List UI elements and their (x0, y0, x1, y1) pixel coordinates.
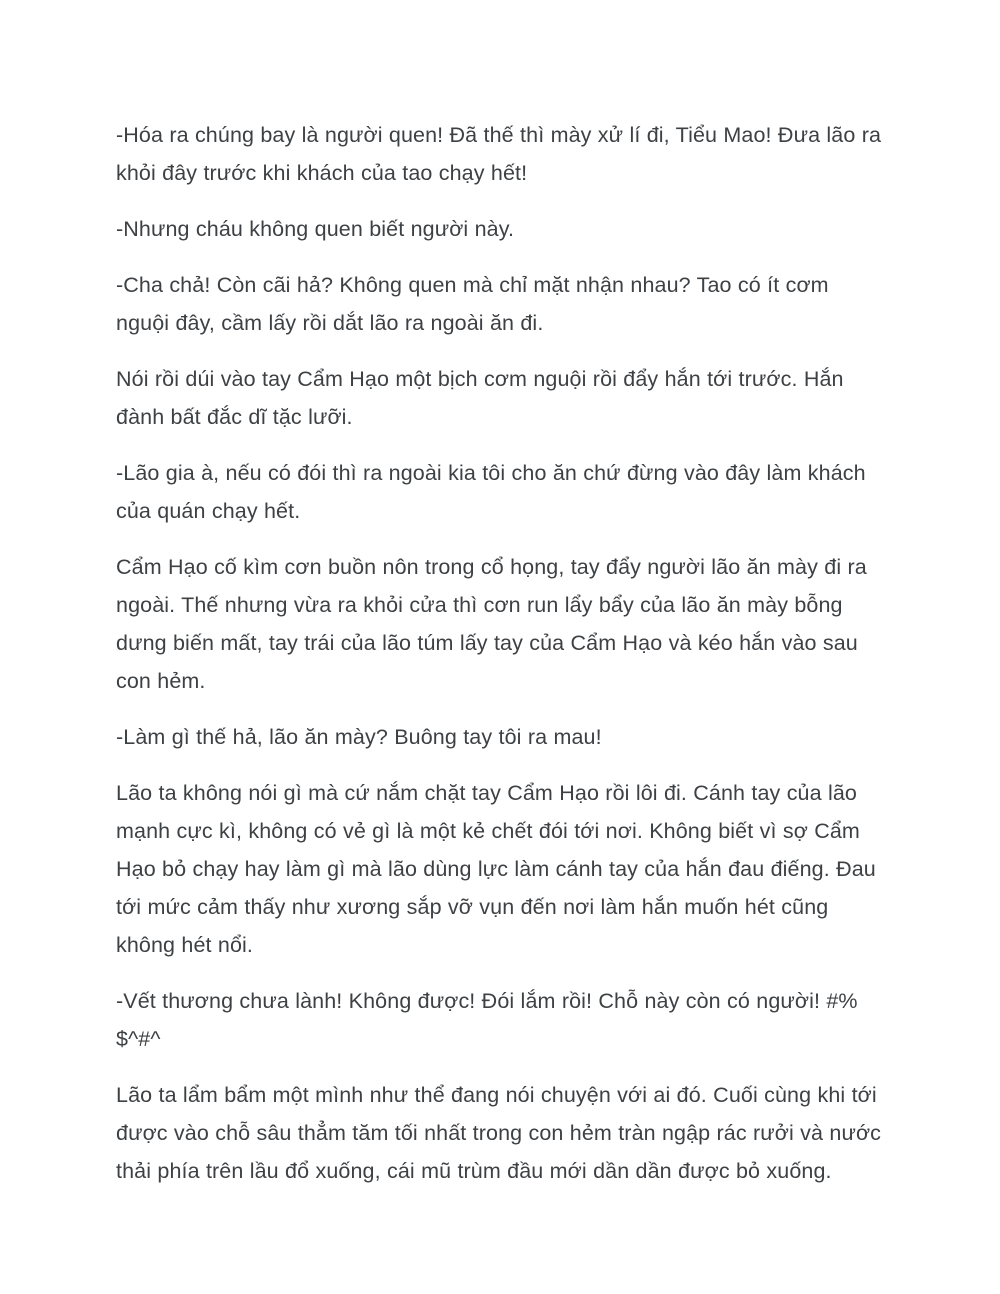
paragraph-9: -Vết thương chưa lành! Không được! Đói lắm rồi! Chỗ này còn có người! #% $^#^ (116, 989, 858, 1051)
paragraph-1: -Hóa ra chúng bay là người quen! Đã thế thì mày xử lí đi, Tiểu Mao! Đưa lão ra khỏi đây trước khi khách của tao chạy hết! (116, 123, 882, 185)
paragraph-7: -Làm gì thế hả, lão ăn mày? Buông tay tôi ra mau! (116, 725, 602, 749)
paragraph-4: Nói rồi dúi vào tay Cẩm Hạo một bịch cơm nguội rồi đẩy hắn tới trước. Hắn đành bất đắc dĩ tặc lưỡi. (116, 367, 844, 429)
paragraph-6: Cẩm Hạo cố kìm cơn buồn nôn trong cổ họng, tay đẩy người lão ăn mày đi ra ngoài. Thế nhưng vừa ra khỏi cửa thì cơn run lẩy bẩy của lão ăn mày bỗng dưng biến mất, tay trái của lão túm lấy tay của Cẩm Hạo và kéo hắn vào sau con hẻm. (116, 555, 867, 693)
paragraph-10: Lão ta lẩm bẩm một mình như thể đang nói chuyện với ai đó. Cuối cùng khi tới được vào chỗ sâu thẳm tăm tối nhất trong con hẻm tràn ngập rác rưởi và nước thải phía trên lầu đổ xuống, cái mũ trùm đầu mới dần dần được bỏ xuống. (116, 1083, 882, 1183)
paragraph-2: -Nhưng cháu không quen biết người này. (116, 217, 515, 241)
paragraph-5: -Lão gia à, nếu có đói thì ra ngoài kia tôi cho ăn chứ đừng vào đây làm khách của quán chạy hết. (116, 461, 866, 523)
document-text-body (116, 116, 884, 1190)
paragraph-3: -Cha chả! Còn cãi hả? Không quen mà chỉ mặt nhận nhau? Tao có ít cơm nguội đây, cầm lấy rồi dắt lão ra ngoài ăn đi. (116, 273, 829, 335)
paragraph-8: Lão ta không nói gì mà cứ nắm chặt tay Cẩm Hạo rồi lôi đi. Cánh tay của lão mạnh cực kì, không có vẻ gì là một kẻ chết đói tới nơi. Không biết vì sợ Cẩm Hạo bỏ chạy hay làm gì mà lão dùng lực làm cánh tay của hắn đau điếng. Đau tới mức cảm thấy như xương sắp vỡ vụn đến nơi làm hắn muốn hét cũng không hét nổi. (116, 781, 876, 957)
